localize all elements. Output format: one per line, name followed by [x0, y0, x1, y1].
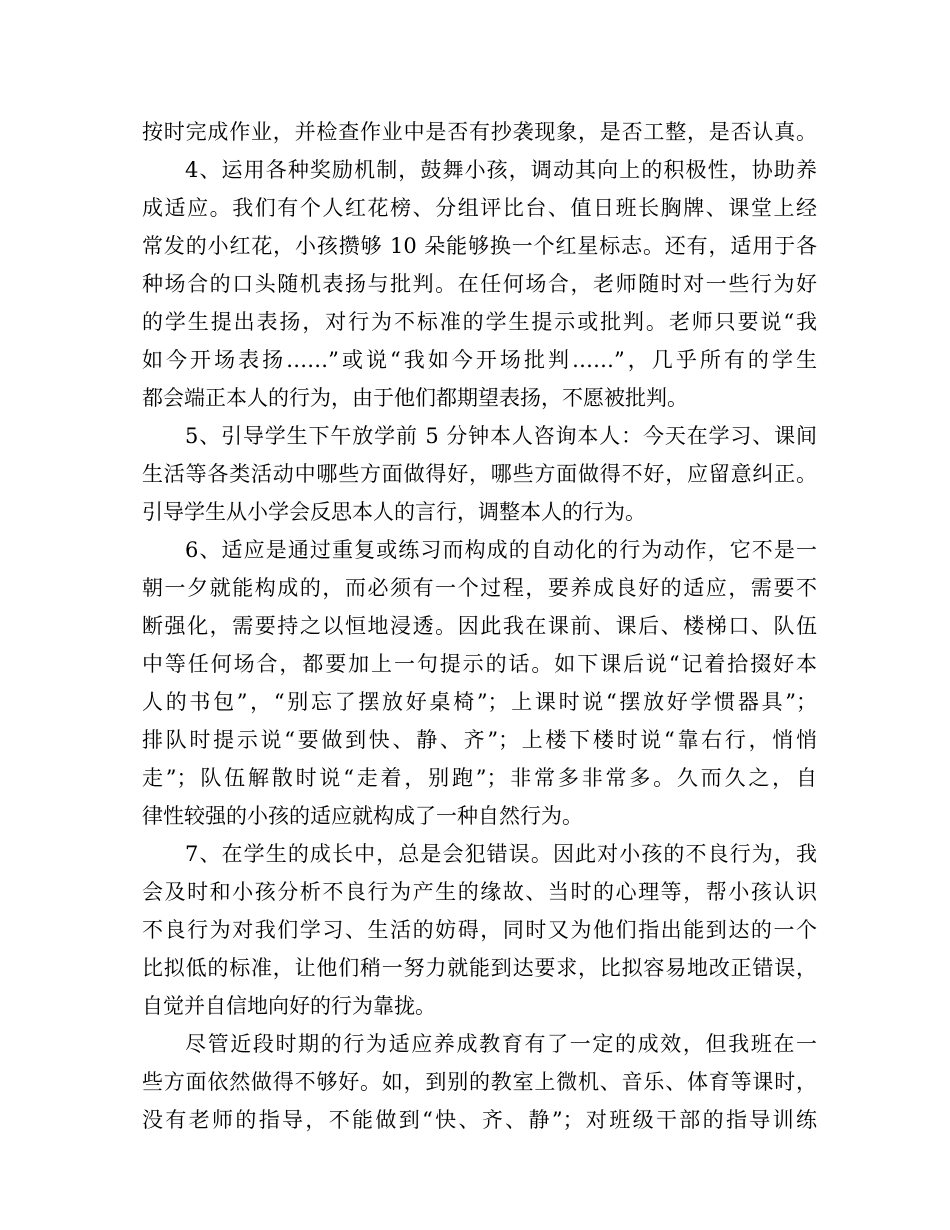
paragraph-4-start: 4、运用各种奖励机制，鼓舞小孩，调动其向上的积极性，协助养 — [185, 158, 817, 182]
text-line: 的学生提出表扬，对行为不标准的学生提示或批判。老师只要说“我 — [142, 310, 817, 334]
text-line: 些方面依然做得不够好。如，到别的教室上微机、音乐、体育等课时， — [142, 1070, 817, 1094]
text-line: 成适应。我们有个人红花榜、分组评比台、值日班长胸牌、课堂上经 — [142, 196, 817, 220]
paragraph-summary-start: 尽管近段时期的行为适应养成教育有了一定的成效，但我班在一 — [185, 1032, 817, 1056]
text-line: 会及时和小孩分析不良行为产生的缘故、当时的心理等，帮小孩认识 — [142, 880, 817, 904]
text-line: 种场合的口头随机表扬与批判。在任何场合，老师随时对一些行为好 — [142, 272, 817, 296]
text-line: 按时完成作业，并检查作业中是否有抄袭现象，是否工整，是否认真。 — [142, 120, 817, 144]
text-line: 断强化，需要持之以恒地浸透。因此我在课前、课后、楼梯口、队伍 — [142, 614, 817, 638]
paragraph-7-start: 7、在学生的成长中，总是会犯错误。因此对小孩的不良行为，我 — [185, 842, 817, 866]
text-line: 比拟低的标准，让他们稍一努力就能到达要求，比拟容易地改正错误， — [142, 956, 817, 980]
text-line: 引导学生从小学会反思本人的言行，调整本人的行为。 — [142, 500, 646, 524]
text-line: 自觉并自信地向好的行为靠拢。 — [142, 994, 436, 1018]
text-line: 人的书包”，“别忘了摆放好桌椅”；上课时说“摆放好学惯器具”； — [142, 690, 817, 714]
text-line: 如今开场表扬……”或说“我如今开场批判……”，几乎所有的学生 — [142, 348, 817, 372]
text-line: 没有老师的指导，不能做到“快、齐、静”；对班级干部的指导训练 — [142, 1108, 817, 1132]
paragraph-5-start: 5、引导学生下午放学前 5 分钟本人咨询本人：今天在学习、课间 — [185, 424, 817, 448]
text-line: 朝一夕就能构成的，而必须有一个过程，要养成良好的适应，需要不 — [142, 576, 817, 600]
text-line: 律性较强的小孩的适应就构成了一种自然行为。 — [142, 804, 583, 828]
text-line: 不良行为对我们学习、生活的妨碍，同时又为他们指出能到达的一个 — [142, 918, 817, 942]
text-line: 常发的小红花，小孩攒够 10 朵能够换一个红星标志。还有，适用于各 — [142, 234, 817, 258]
body-text — [142, 113, 817, 1139]
text-line: 走”；队伍解散时说“走着，别跑”；非常多非常多。久而久之，自 — [142, 766, 817, 790]
text-line: 中等任何场合，都要加上一句提示的话。如下课后说“记着拾掇好本 — [142, 652, 817, 676]
text-line: 都会端正本人的行为，由于他们都期望表扬，不愿被批判。 — [142, 386, 688, 410]
text-line: 排队时提示说“要做到快、静、齐”；上楼下楼时说“靠右行，悄悄 — [142, 728, 817, 752]
text-line: 生活等各类活动中哪些方面做得好，哪些方面做得不好，应留意纠正。 — [142, 462, 817, 486]
paragraph-6-start: 6、适应是通过重复或练习而构成的自动化的行为动作，它不是一 — [185, 538, 817, 562]
